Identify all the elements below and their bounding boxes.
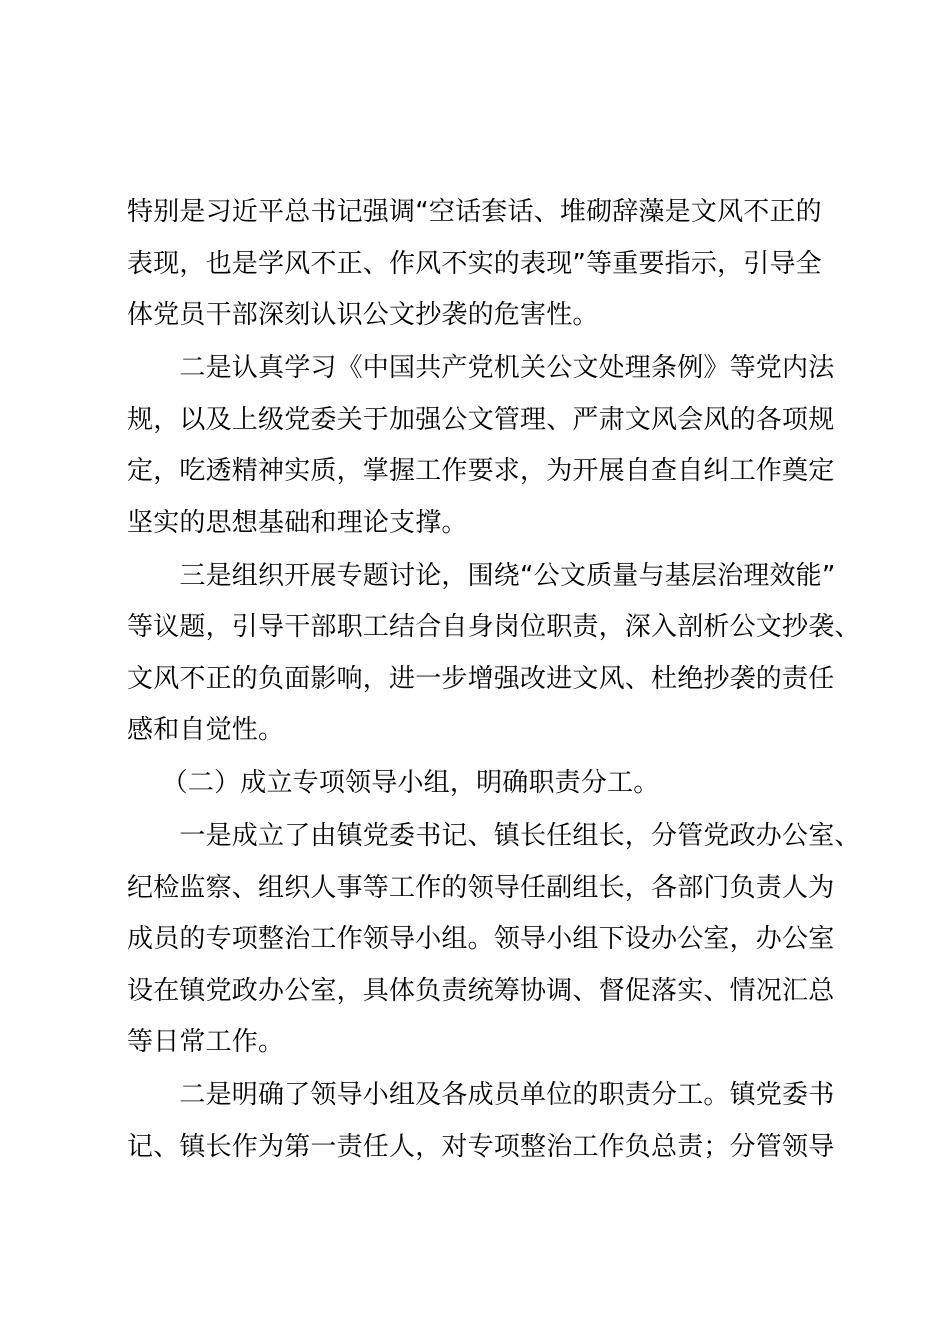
paragraph-2 xyxy=(127,343,835,549)
section-heading xyxy=(127,758,827,810)
text-line: （二）成立专项领导小组，明确职责分工。 xyxy=(127,768,660,798)
text-line: 表现，也是学风不正、作风不实的表现”等重要指示，引导全 xyxy=(127,248,822,279)
text-line: 二是明确了领导小组及各成员单位的职责分工。镇党委书 xyxy=(127,1080,835,1110)
document-body xyxy=(127,187,861,1175)
text-line: 定，吃透精神实质，掌握工作要求，为开展自查自纠工作奠定 xyxy=(127,456,835,486)
text-line: 特别是习近平总书记强调“空话套话、堆砌辞藻是文风不正的 xyxy=(127,197,822,227)
text-line: 文风不正的负面影响，进一步增强改进文风、杜绝抄袭的责任 xyxy=(127,663,835,694)
text-line: 纪检监察、组织人事等工作的领导任副组长，各部门负责人为 xyxy=(127,872,835,903)
paragraph-1 xyxy=(127,187,827,342)
text-line: 规，以及上级党委关于加强公文管理、严肃文风会风的各项规 xyxy=(127,404,835,435)
paragraph-5 xyxy=(127,811,861,1069)
paragraph-3 xyxy=(127,551,861,757)
text-line: 坚实的思想基础和理论支撑。 xyxy=(127,507,468,538)
text-line: 成员的专项整治工作领导小组。领导小组下设办公室，办公室 xyxy=(127,924,835,954)
text-line: 设在镇党政办公室，具体负责统筹协调、督促落实、情况汇总 xyxy=(127,975,835,1006)
text-line: 一是成立了由镇党委书记、镇长任组长，分管党政办公室、 xyxy=(127,821,861,851)
paragraph-6 xyxy=(127,1070,835,1173)
text-line: 等日常工作。 xyxy=(127,1027,285,1057)
text-line: 三是组织开展专题讨论，围绕“公文质量与基层治理效能” xyxy=(127,560,836,591)
text-line: 记、镇长作为第一责任人，对专项整治工作负总责；分管领导 xyxy=(127,1131,835,1162)
text-line: 体党员干部深刻认识公文抄袭的危害性。 xyxy=(127,300,599,330)
text-line: 二是认真学习《中国共产党机关公文处理条例》等党内法 xyxy=(127,353,835,383)
text-line: 感和自觉性。 xyxy=(127,715,285,745)
text-line: 等议题，引导干部职工结合自身岗位职责，深入剖析公文抄袭、 xyxy=(127,612,861,642)
